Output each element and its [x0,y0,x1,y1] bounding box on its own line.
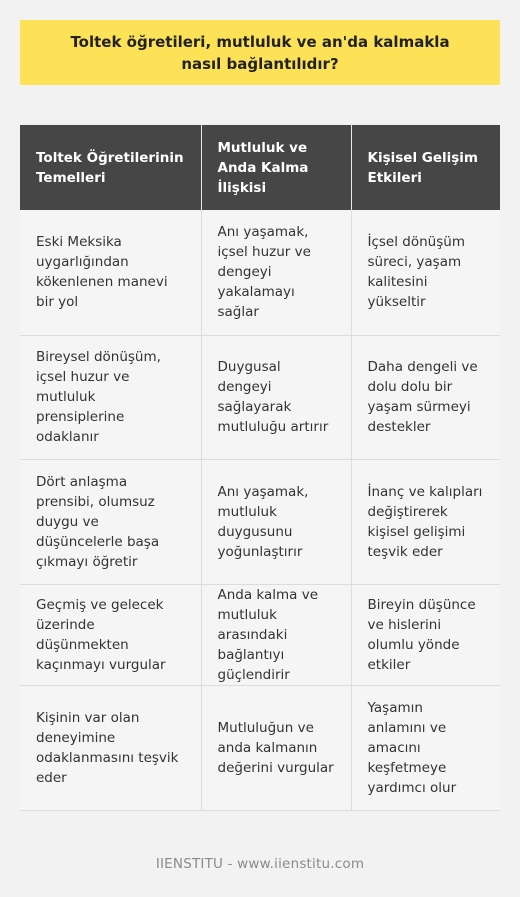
table-cell: Yaşamın anlamını ve amacını keşfetmeye yardımcı olur [351,685,500,810]
table-cell: Anı yaşamak, içsel huzur ve dengeyi yakalamayı sağlar [201,210,351,335]
table-row [20,459,500,584]
table-row [20,210,500,335]
table-row [20,584,500,685]
table-cell: Daha dengeli ve dolu dolu bir yaşam sürmeyi destekler [351,335,500,459]
table-cell: Bireyin düşünce ve hislerini olumlu yönde etkiler [351,584,500,685]
table-cell: Anda kalma ve mutluluk arasındaki bağlantıyı güçlendirir [201,584,351,685]
table-cell: Kişinin var olan deneyimine odaklanmasını teşvik eder [20,685,201,810]
table-cell: İnanç ve kalıpları değiştirerek kişisel gelişimi teşvik eder [351,459,500,584]
table-cell: Mutluluğun ve anda kalmanın değerini vurgular [201,685,351,810]
table-cell: Geçmiş ve gelecek üzerinde düşünmekten kaçınmayı vurgular [20,584,201,685]
column-header: Toltek Öğretilerinin Temelleri [20,125,201,210]
table-cell: İçsel dönüşüm süreci, yaşam kalitesini yükseltir [351,210,500,335]
table-cell: Eski Meksika uygarlığından kökenlenen manevi bir yol [20,210,201,335]
column-header: Mutluluk ve Anda Kalma İlişkisi [201,125,351,210]
comparison-table [20,125,500,811]
column-header: Kişisel Gelişim Etkileri [351,125,500,210]
table-cell: Duygusal dengeyi sağlayarak mutluluğu artırır [201,335,351,459]
table-row [20,685,500,810]
footer-credit: IIENSTITU - www.iienstitu.com [155,856,365,872]
table-cell: Anı yaşamak, mutluluk duygusunu yoğunlaştırır [201,459,351,584]
table-header-row [20,125,500,210]
table-cell: Bireysel dönüşüm, içsel huzur ve mutluluk prensiplerine odaklanır [20,335,201,459]
table-row [20,335,500,459]
page-title: Toltek öğretileri, mutluluk ve an'da kalmakla nasıl bağlantılıdır? [20,20,500,85]
table-cell: Dört anlaşma prensibi, olumsuz duygu ve düşüncelerle başa çıkmayı öğretir [20,459,201,584]
